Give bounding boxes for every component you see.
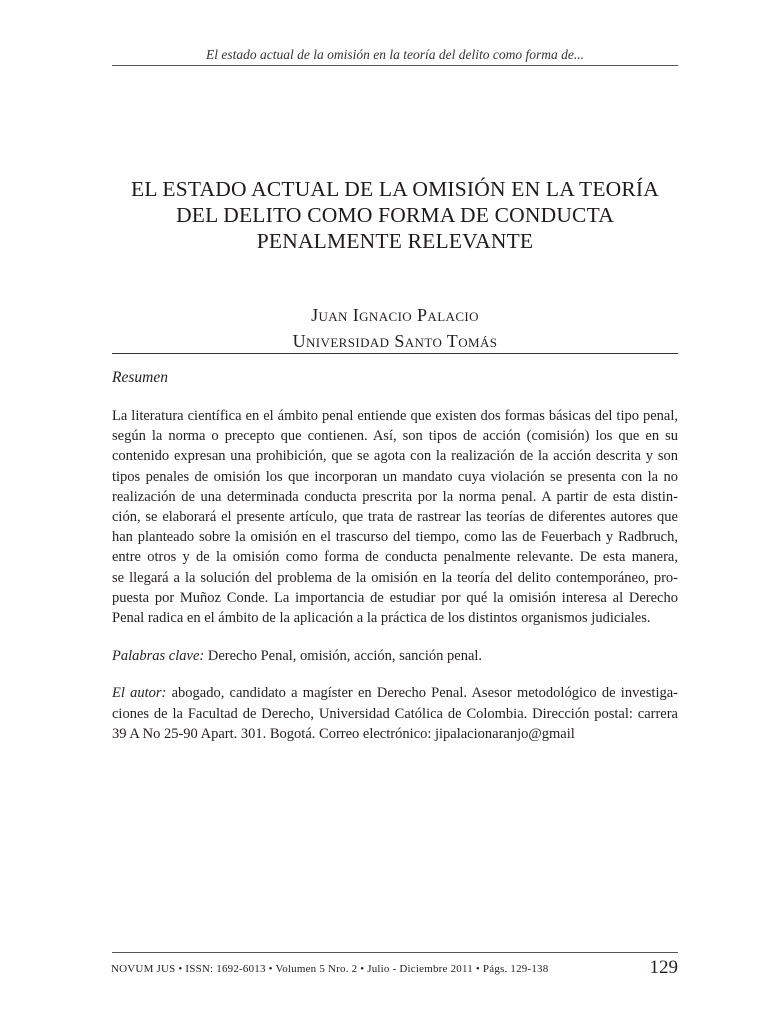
keywords-label: Palabras clave: [112,648,205,664]
author-note-line [112,683,678,704]
abstract-line: Penal radica en el ámbito de la aplicación a la práctica de los distintos organismos judiciales. [112,610,651,627]
abstract-body [112,406,678,628]
author-note-line: ciones de la Facultad de Derecho, Universidad Católica de Colombia. Dirección postal: carrera [112,705,678,722]
abstract-line: ción, se elaborará el presente artículo, que trata de rastrear las teorías de diferentes autores que [112,509,678,526]
title-line-3: PENALMENTE RELEVANTE [256,229,534,253]
abstract-line: puesta por Muñoz Conde. La importancia de estudiar por qué la omisión interesa al Derecho [112,589,678,606]
author-note-line: 39 A No 25-90 Apart. 301. Bogotá. Correo electrónico: jipalacionaranjo@gmail [112,726,575,742]
abstract-line: entre otros y de la omisión como forma de conducta penalmente relevante. De esta manera, [112,549,678,566]
abstract-heading: Resumen [112,369,168,386]
running-head: El estado actual de la omisión en la teoría del delito como forma de... [206,47,584,62]
keywords-text: Derecho Penal, omisión, acción, sanción penal. [204,648,483,664]
abstract-line: según la norma o precepto que contienen. Así, son tipos de acción (comisión) los que en su [112,428,678,445]
author-note-label: El autor: [112,685,167,701]
title-line-2: DEL DELITO COMO FORMA DE CONDUCTA [176,203,614,227]
abstract-line: se llegará a la solución del problema de la omisión en la teoría del delito contemporáneo, pro- [112,569,678,586]
abstract-line: han planteado sobre la omisión en el trascurso del tiempo, como las de Feuerbach y Radbruch, [112,529,678,546]
title-line-1: EL ESTADO ACTUAL DE LA OMISIÓN EN LA TEORÍA [130,177,660,201]
abstract-line: La literatura científica en el ámbito penal entiende que existen dos formas básicas del tipo penal, [112,408,678,424]
author-affiliation: Universidad Santo Tomás [292,331,498,351]
abstract-line: tipos penales de omisión los que incorporan un mandato cuya violación se presenta con la no [112,468,678,485]
author-note [112,683,678,745]
journal-citation: NOVUM JUS • ISSN: 1692-6013 • Volumen 5 Nro. 2 • Julio - Diciembre 2011 • Págs. 129-138 [111,963,549,975]
footer-rule [112,952,678,953]
keywords [112,646,678,666]
page-number: 129 [649,957,678,978]
abstract-line: realización de una determinada conducta prescrita por la norma penal. A partir de esta distin- [112,488,678,505]
author-name: Juan Ignacio Palacio [311,305,479,325]
title-rule [112,353,678,354]
header-rule [112,65,678,66]
author-note-text: abogado, candidato a magíster en Derecho Penal. Asesor metodológico de investiga- [166,685,678,701]
author-block [112,302,678,354]
abstract-line: contenido expresan una prohibición, que se agota con la realización de la acción descrita y son [112,448,678,465]
article-page [112,0,678,1024]
article-title [112,176,678,254]
